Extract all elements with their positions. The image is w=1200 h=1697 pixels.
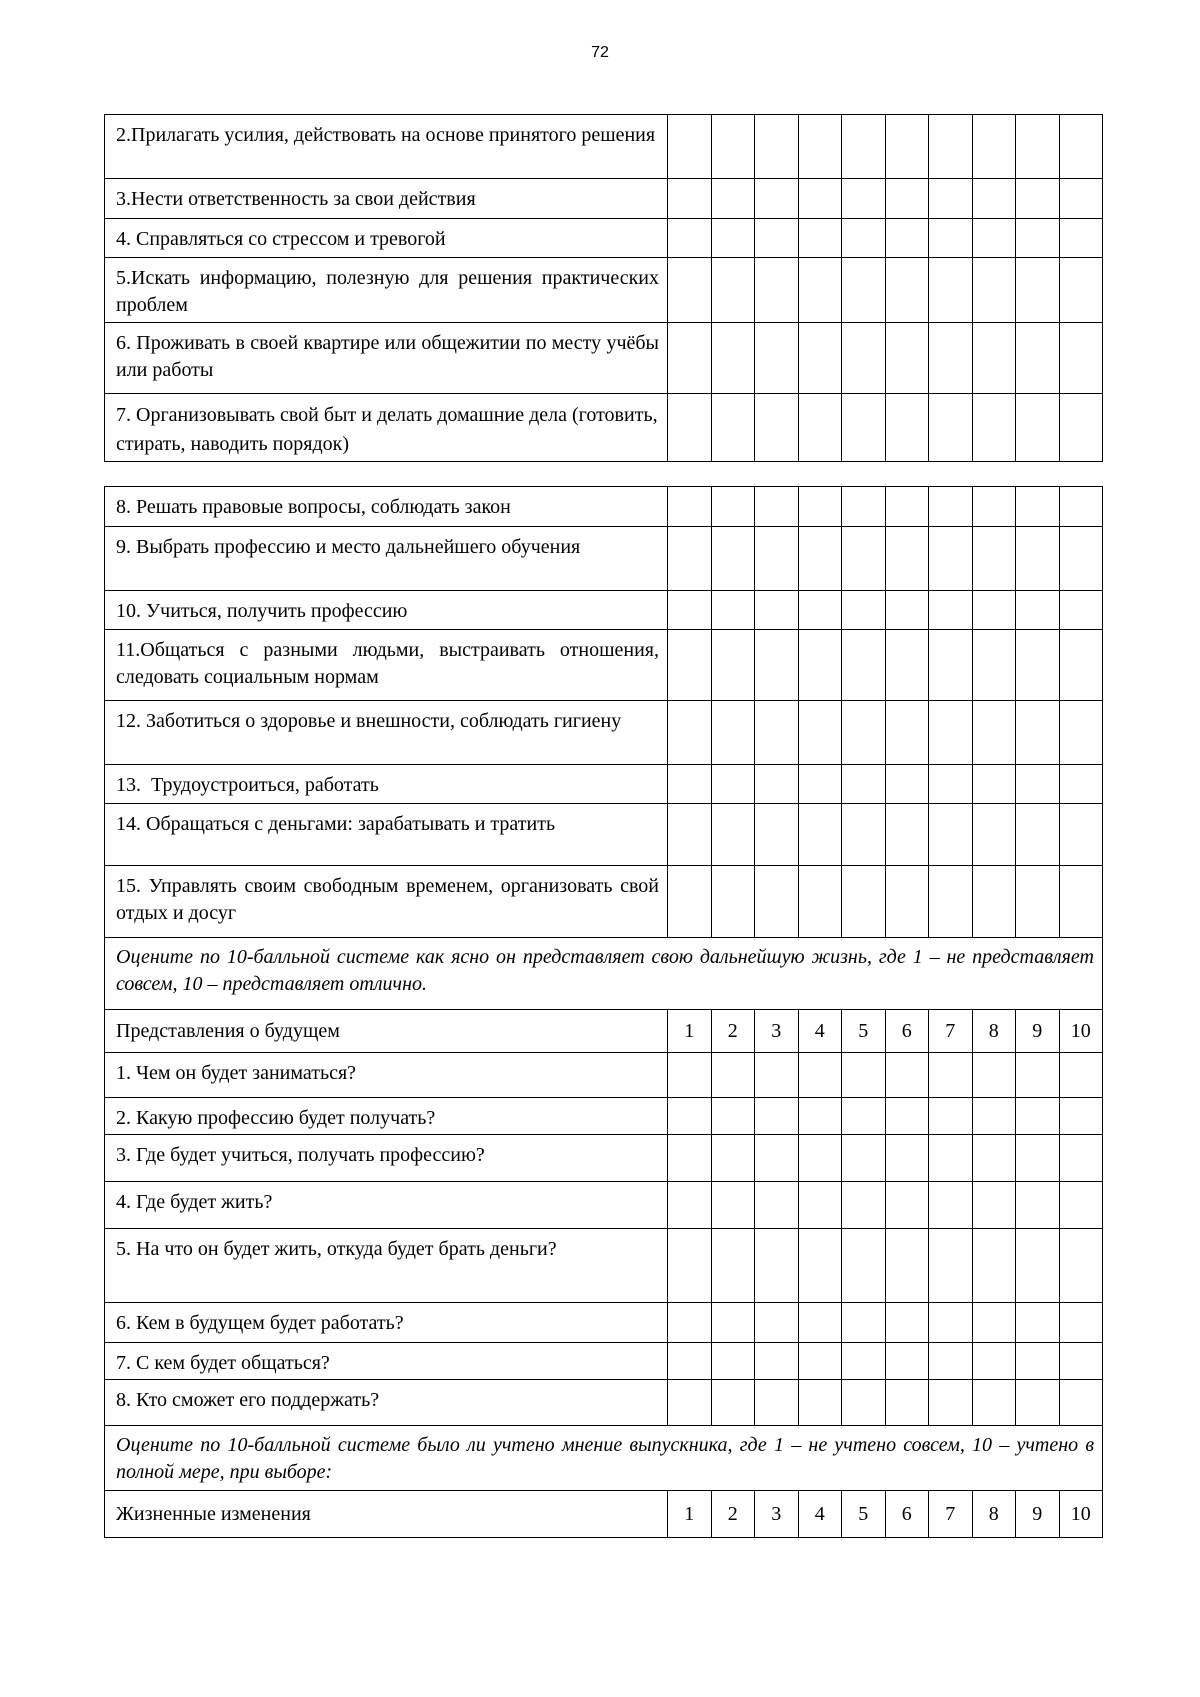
score-cell[interactable]: [1016, 1343, 1060, 1380]
score-cell[interactable]: [929, 323, 973, 394]
score-cell[interactable]: [755, 1303, 799, 1343]
scale-number: 10: [1059, 1491, 1103, 1538]
table-row: [105, 1135, 1103, 1182]
score-cell[interactable]: [885, 630, 929, 701]
scale-number: 4: [798, 1010, 842, 1053]
table-row: [105, 487, 1103, 527]
score-cell[interactable]: [929, 527, 973, 591]
score-cell[interactable]: [929, 487, 973, 527]
score-cell[interactable]: [929, 179, 973, 219]
score-cell[interactable]: [972, 527, 1016, 591]
score-cell[interactable]: [711, 219, 755, 258]
score-cell[interactable]: [1016, 701, 1060, 765]
score-cell[interactable]: [711, 1135, 755, 1182]
score-cell[interactable]: [1059, 630, 1103, 701]
score-cell[interactable]: [711, 591, 755, 630]
score-cell[interactable]: [842, 1135, 886, 1182]
score-cell[interactable]: [885, 258, 929, 323]
score-cell[interactable]: [842, 527, 886, 591]
row-label: 11.Общаться с разными людьми, выстраивать отношения, следовать социальным нормам: [105, 630, 668, 701]
score-cell[interactable]: [972, 394, 1016, 462]
row-label: 7. Организовывать свой быт и делать домашние дела (готовить, стирать, наводить порядок): [105, 394, 668, 462]
score-cell[interactable]: [668, 394, 712, 462]
score-cell[interactable]: [1059, 1380, 1103, 1426]
score-cell[interactable]: [885, 804, 929, 866]
score-cell[interactable]: [668, 323, 712, 394]
score-cell[interactable]: [1016, 527, 1060, 591]
score-cell[interactable]: [842, 804, 886, 866]
table-row: [105, 591, 1103, 630]
row-label: 4. Где будет жить?: [105, 1182, 668, 1229]
score-cell[interactable]: [885, 1380, 929, 1426]
row-label: 2.Прилагать усилия, действовать на основе принятого решения: [105, 115, 668, 179]
score-cell[interactable]: [798, 804, 842, 866]
score-cell[interactable]: [711, 487, 755, 527]
score-cell[interactable]: [1059, 804, 1103, 866]
score-cell[interactable]: [668, 765, 712, 804]
score-cell[interactable]: [972, 1380, 1016, 1426]
score-cell[interactable]: [1016, 323, 1060, 394]
score-cell[interactable]: [668, 630, 712, 701]
score-cell[interactable]: [798, 1229, 842, 1303]
instruction-row: [105, 938, 1103, 1010]
row-label: 6. Проживать в своей квартире или общежитии по месту учёбы или работы: [105, 323, 668, 394]
score-cell[interactable]: [798, 179, 842, 219]
scale-number: 2: [711, 1491, 755, 1538]
score-cell[interactable]: [668, 1182, 712, 1229]
table-row: [105, 527, 1103, 591]
score-cell[interactable]: [929, 394, 973, 462]
score-cell[interactable]: [755, 804, 799, 866]
score-cell[interactable]: [972, 115, 1016, 179]
score-cell[interactable]: [755, 1098, 799, 1135]
score-cell[interactable]: [798, 527, 842, 591]
scale-number: 6: [885, 1491, 929, 1538]
score-cell[interactable]: [755, 258, 799, 323]
score-cell[interactable]: [711, 1343, 755, 1380]
score-cell[interactable]: [842, 765, 886, 804]
skills-table-part-2: [104, 486, 1103, 1538]
scale-number: 1: [668, 1010, 712, 1053]
score-cell[interactable]: [885, 323, 929, 394]
score-cell[interactable]: [755, 487, 799, 527]
table-row: [105, 1303, 1103, 1343]
table-row: [105, 1229, 1103, 1303]
score-cell[interactable]: [755, 219, 799, 258]
score-cell[interactable]: [1016, 591, 1060, 630]
table-row: [105, 394, 1103, 462]
row-label: 4. Справляться со стрессом и тревогой: [105, 219, 668, 258]
score-cell[interactable]: [798, 394, 842, 462]
score-cell[interactable]: [711, 527, 755, 591]
score-cell[interactable]: [711, 1098, 755, 1135]
score-cell[interactable]: [972, 765, 1016, 804]
table-row: [105, 1343, 1103, 1380]
score-cell[interactable]: [929, 1098, 973, 1135]
score-cell[interactable]: [1059, 1229, 1103, 1303]
score-cell[interactable]: [885, 219, 929, 258]
score-cell[interactable]: [929, 1303, 973, 1343]
score-cell[interactable]: [929, 1343, 973, 1380]
row-label: 13. Трудоустроиться, работать: [105, 765, 668, 804]
scale-number: 10: [1059, 1010, 1103, 1053]
score-cell[interactable]: [755, 527, 799, 591]
score-cell[interactable]: [885, 1229, 929, 1303]
score-cell[interactable]: [668, 527, 712, 591]
score-cell[interactable]: [798, 1380, 842, 1426]
score-cell[interactable]: [755, 323, 799, 394]
score-cell[interactable]: [668, 804, 712, 866]
score-cell[interactable]: [755, 179, 799, 219]
score-cell[interactable]: [798, 591, 842, 630]
row-label: 3. Где будет учиться, получать профессию?: [105, 1135, 668, 1182]
scale-number: 7: [929, 1010, 973, 1053]
score-cell[interactable]: [1059, 1182, 1103, 1229]
score-cell[interactable]: [711, 323, 755, 394]
score-cell[interactable]: [929, 258, 973, 323]
score-cell[interactable]: [798, 1182, 842, 1229]
score-cell[interactable]: [1059, 1135, 1103, 1182]
score-cell[interactable]: [1059, 1343, 1103, 1380]
score-cell[interactable]: [885, 527, 929, 591]
row-label: 3.Нести ответственность за свои действия: [105, 179, 668, 219]
instruction-text: Оцените по 10-балльной системе как ясно он представляет свою дальнейшую жизнь, где 1 – не представляет совсем, 10 – представляет отлично.: [105, 938, 1103, 1010]
score-cell[interactable]: [668, 591, 712, 630]
score-cell[interactable]: [972, 1098, 1016, 1135]
score-cell[interactable]: [798, 1098, 842, 1135]
score-cell[interactable]: [842, 394, 886, 462]
score-cell[interactable]: [972, 487, 1016, 527]
score-cell[interactable]: [755, 1229, 799, 1303]
scale-number: 9: [1016, 1010, 1060, 1053]
score-cell[interactable]: [668, 1380, 712, 1426]
skills-table-part-1: [104, 114, 1103, 462]
score-cell[interactable]: [842, 591, 886, 630]
score-cell[interactable]: [1059, 1053, 1103, 1098]
score-cell[interactable]: [842, 115, 886, 179]
score-cell[interactable]: [972, 866, 1016, 938]
score-cell[interactable]: [668, 1135, 712, 1182]
score-cell[interactable]: [1016, 866, 1060, 938]
score-cell[interactable]: [711, 1182, 755, 1229]
row-label: 14. Обращаться с деньгами: зарабатывать и тратить: [105, 804, 668, 866]
row-label: 6. Кем в будущем будет работать?: [105, 1303, 668, 1343]
table-row: [105, 1182, 1103, 1229]
score-cell[interactable]: [711, 866, 755, 938]
row-label: 2. Какую профессию будет получать?: [105, 1098, 668, 1135]
score-cell[interactable]: [842, 179, 886, 219]
scale-number: 4: [798, 1491, 842, 1538]
instruction-row: [105, 1426, 1103, 1491]
score-cell[interactable]: [885, 1053, 929, 1098]
score-cell[interactable]: [885, 1135, 929, 1182]
table-row: [105, 115, 1103, 179]
score-cell[interactable]: [1016, 487, 1060, 527]
row-label: 10. Учиться, получить профессию: [105, 591, 668, 630]
score-cell[interactable]: [711, 804, 755, 866]
score-cell[interactable]: [755, 1135, 799, 1182]
table-row: [105, 323, 1103, 394]
score-cell[interactable]: [1016, 804, 1060, 866]
row-label: 8. Кто сможет его поддержать?: [105, 1380, 668, 1426]
score-cell[interactable]: [842, 1229, 886, 1303]
score-cell[interactable]: [711, 179, 755, 219]
score-cell[interactable]: [929, 219, 973, 258]
score-cell[interactable]: [711, 630, 755, 701]
score-cell[interactable]: [668, 1343, 712, 1380]
score-cell[interactable]: [1059, 258, 1103, 323]
score-cell[interactable]: [885, 701, 929, 765]
row-label: 1. Чем он будет заниматься?: [105, 1053, 668, 1098]
score-cell[interactable]: [755, 1053, 799, 1098]
score-cell[interactable]: [885, 866, 929, 938]
instruction-text: Оцените по 10-балльной системе было ли учтено мнение выпускника, где 1 – не учтено совсем, 10 – учтено в полной мере, при выборе:: [105, 1426, 1103, 1491]
score-cell[interactable]: [668, 115, 712, 179]
score-cell[interactable]: [798, 323, 842, 394]
score-cell[interactable]: [1016, 115, 1060, 179]
scale-number: 6: [885, 1010, 929, 1053]
score-cell[interactable]: [929, 701, 973, 765]
score-cell[interactable]: [1059, 527, 1103, 591]
table-row: [105, 258, 1103, 323]
score-cell[interactable]: [972, 179, 1016, 219]
score-cell[interactable]: [711, 115, 755, 179]
score-cell[interactable]: [798, 115, 842, 179]
score-cell[interactable]: [842, 1182, 886, 1229]
score-cell[interactable]: [1016, 179, 1060, 219]
score-cell[interactable]: [972, 591, 1016, 630]
score-cell[interactable]: [798, 630, 842, 701]
score-cell[interactable]: [755, 765, 799, 804]
table-row: [105, 765, 1103, 804]
score-cell[interactable]: [929, 765, 973, 804]
score-cell[interactable]: [798, 1053, 842, 1098]
score-cell[interactable]: [711, 1229, 755, 1303]
score-cell[interactable]: [972, 1343, 1016, 1380]
row-label: 7. С кем будет общаться?: [105, 1343, 668, 1380]
score-cell[interactable]: [1016, 1135, 1060, 1182]
score-cell[interactable]: [798, 258, 842, 323]
row-label: 8. Решать правовые вопросы, соблюдать закон: [105, 487, 668, 527]
score-cell[interactable]: [755, 701, 799, 765]
score-cell[interactable]: [668, 701, 712, 765]
scale-number: 5: [842, 1010, 886, 1053]
score-cell[interactable]: [711, 701, 755, 765]
score-cell[interactable]: [885, 179, 929, 219]
score-cell[interactable]: [1016, 1053, 1060, 1098]
score-cell[interactable]: [929, 1135, 973, 1182]
row-label: 15. Управлять своим свободным временем, организовать свой отдых и досуг: [105, 866, 668, 938]
score-cell[interactable]: [1016, 1380, 1060, 1426]
score-cell[interactable]: [842, 1303, 886, 1343]
table-row: [105, 866, 1103, 938]
score-cell[interactable]: [711, 394, 755, 462]
score-cell[interactable]: [885, 1343, 929, 1380]
score-cell[interactable]: [885, 487, 929, 527]
row-label: 5. На что он будет жить, откуда будет брать деньги?: [105, 1229, 668, 1303]
score-cell[interactable]: [755, 394, 799, 462]
score-cell[interactable]: [668, 487, 712, 527]
score-cell[interactable]: [842, 1098, 886, 1135]
score-cell[interactable]: [1059, 323, 1103, 394]
score-cell[interactable]: [929, 866, 973, 938]
score-cell[interactable]: [842, 258, 886, 323]
score-cell[interactable]: [929, 1229, 973, 1303]
score-cell[interactable]: [929, 1182, 973, 1229]
score-cell[interactable]: [1059, 487, 1103, 527]
score-cell[interactable]: [755, 1182, 799, 1229]
score-cell[interactable]: [755, 1380, 799, 1426]
score-cell[interactable]: [842, 1380, 886, 1426]
score-cell[interactable]: [929, 1380, 973, 1426]
score-cell[interactable]: [1059, 1303, 1103, 1343]
scale-number: 7: [929, 1491, 973, 1538]
score-cell[interactable]: [842, 866, 886, 938]
score-cell[interactable]: [1059, 701, 1103, 765]
score-cell[interactable]: [929, 1053, 973, 1098]
score-cell[interactable]: [668, 866, 712, 938]
score-cell[interactable]: [798, 1303, 842, 1343]
score-cell[interactable]: [842, 487, 886, 527]
score-cell[interactable]: [798, 487, 842, 527]
score-cell[interactable]: [885, 1182, 929, 1229]
score-cell[interactable]: [842, 630, 886, 701]
section-header-label: Жизненные изменения: [105, 1491, 668, 1538]
score-cell[interactable]: [1059, 394, 1103, 462]
score-cell[interactable]: [972, 1135, 1016, 1182]
score-cell[interactable]: [668, 1303, 712, 1343]
score-cell[interactable]: [929, 591, 973, 630]
score-cell[interactable]: [1059, 115, 1103, 179]
score-cell[interactable]: [842, 701, 886, 765]
table-row: [105, 804, 1103, 866]
score-cell[interactable]: [1059, 219, 1103, 258]
score-cell[interactable]: [972, 1053, 1016, 1098]
scale-header-row: [105, 1491, 1103, 1538]
scale-number: 5: [842, 1491, 886, 1538]
score-cell[interactable]: [668, 1229, 712, 1303]
score-cell[interactable]: [711, 258, 755, 323]
score-cell[interactable]: [668, 1053, 712, 1098]
score-cell[interactable]: [972, 1303, 1016, 1343]
score-cell[interactable]: [668, 1098, 712, 1135]
scale-number: 8: [972, 1491, 1016, 1538]
score-cell[interactable]: [842, 219, 886, 258]
score-cell[interactable]: [929, 115, 973, 179]
score-cell[interactable]: [1059, 179, 1103, 219]
score-cell[interactable]: [755, 591, 799, 630]
scale-number: 9: [1016, 1491, 1060, 1538]
score-cell[interactable]: [755, 1343, 799, 1380]
score-cell[interactable]: [711, 765, 755, 804]
score-cell[interactable]: [798, 866, 842, 938]
score-cell[interactable]: [1016, 258, 1060, 323]
table-row: [105, 219, 1103, 258]
scale-number: 3: [755, 1491, 799, 1538]
score-cell[interactable]: [972, 219, 1016, 258]
table-row: [105, 179, 1103, 219]
score-cell[interactable]: [798, 219, 842, 258]
score-cell[interactable]: [1016, 630, 1060, 701]
score-cell[interactable]: [711, 1053, 755, 1098]
score-cell[interactable]: [885, 591, 929, 630]
score-cell[interactable]: [842, 1343, 886, 1380]
table-row: [105, 1380, 1103, 1426]
score-cell[interactable]: [668, 179, 712, 219]
score-cell[interactable]: [668, 258, 712, 323]
row-label: 5.Искать информацию, полезную для решения практических проблем: [105, 258, 668, 323]
score-cell[interactable]: [972, 804, 1016, 866]
scale-number: 3: [755, 1010, 799, 1053]
score-cell[interactable]: [972, 1229, 1016, 1303]
table-row: [105, 630, 1103, 701]
score-cell[interactable]: [1016, 1182, 1060, 1229]
row-label: 12. Заботиться о здоровье и внешности, соблюдать гигиену: [105, 701, 668, 765]
score-cell[interactable]: [1059, 1098, 1103, 1135]
score-cell[interactable]: [1059, 866, 1103, 938]
score-cell[interactable]: [885, 1303, 929, 1343]
score-cell[interactable]: [842, 323, 886, 394]
score-cell[interactable]: [972, 701, 1016, 765]
score-cell[interactable]: [755, 115, 799, 179]
score-cell[interactable]: [972, 258, 1016, 323]
table-row: [105, 1098, 1103, 1135]
score-cell[interactable]: [1059, 591, 1103, 630]
score-cell[interactable]: [1016, 1229, 1060, 1303]
score-cell[interactable]: [885, 1098, 929, 1135]
score-cell[interactable]: [1016, 394, 1060, 462]
table-row: [105, 1053, 1103, 1098]
score-cell[interactable]: [929, 630, 973, 701]
score-cell[interactable]: [798, 765, 842, 804]
score-cell[interactable]: [755, 630, 799, 701]
score-cell[interactable]: [798, 1135, 842, 1182]
scale-number: 2: [711, 1010, 755, 1053]
score-cell[interactable]: [755, 866, 799, 938]
scale-number: 1: [668, 1491, 712, 1538]
score-cell[interactable]: [885, 115, 929, 179]
table-row: [105, 701, 1103, 765]
score-cell[interactable]: [885, 765, 929, 804]
score-cell[interactable]: [972, 323, 1016, 394]
score-cell[interactable]: [885, 394, 929, 462]
score-cell[interactable]: [929, 804, 973, 866]
row-label: 9. Выбрать профессию и место дальнейшего обучения: [105, 527, 668, 591]
score-cell[interactable]: [711, 1303, 755, 1343]
score-cell[interactable]: [972, 1182, 1016, 1229]
score-cell[interactable]: [972, 630, 1016, 701]
score-cell[interactable]: [1016, 1098, 1060, 1135]
scale-number: 8: [972, 1010, 1016, 1053]
score-cell[interactable]: [798, 1343, 842, 1380]
scale-header-row: [105, 1010, 1103, 1053]
score-cell[interactable]: [1016, 219, 1060, 258]
score-cell[interactable]: [842, 1053, 886, 1098]
score-cell[interactable]: [1059, 765, 1103, 804]
section-header-label: Представления о будущем: [105, 1010, 668, 1053]
page-number: 72: [591, 44, 609, 61]
score-cell[interactable]: [798, 701, 842, 765]
score-cell[interactable]: [1016, 1303, 1060, 1343]
score-cell[interactable]: [711, 1380, 755, 1426]
score-cell[interactable]: [668, 219, 712, 258]
score-cell[interactable]: [1016, 765, 1060, 804]
